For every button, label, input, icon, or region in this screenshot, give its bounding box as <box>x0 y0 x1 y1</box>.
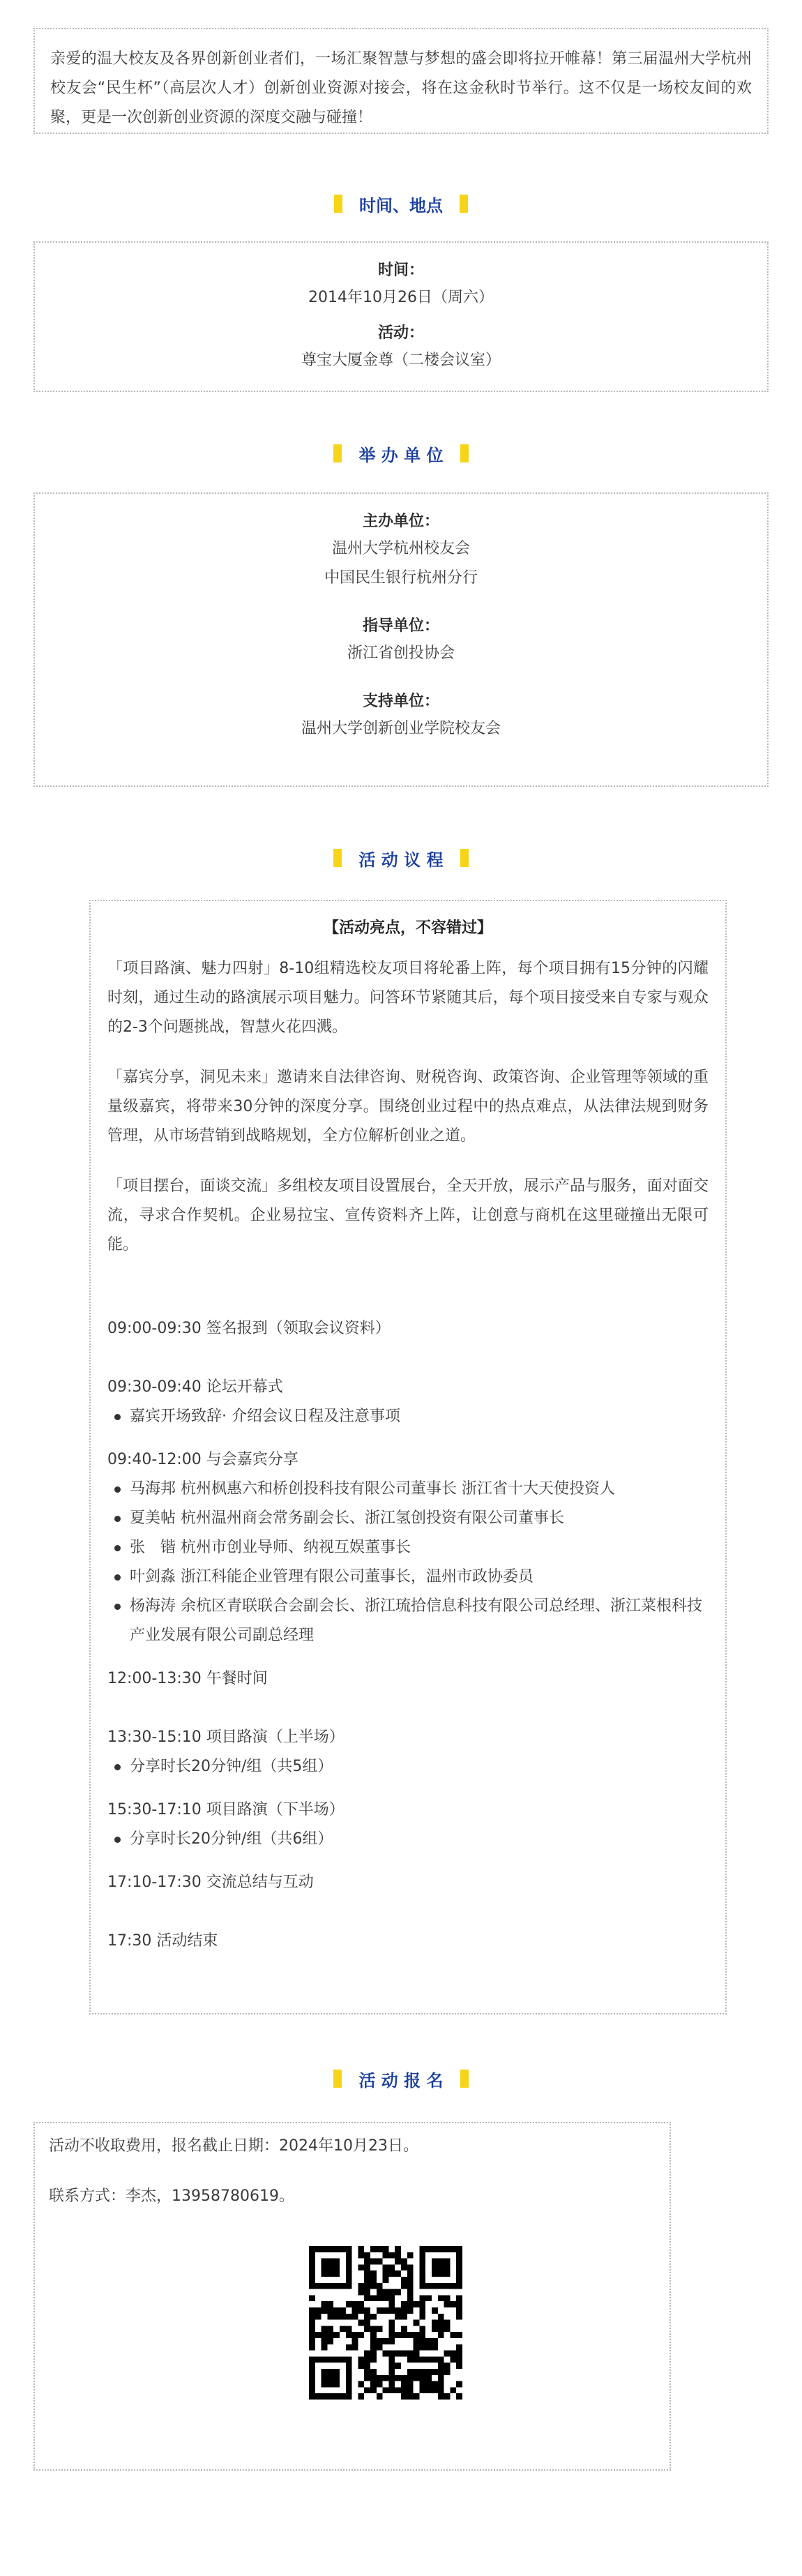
intro-box <box>33 28 769 134</box>
section-title-signup <box>0 2065 802 2093</box>
intro-text: 亲爱的温大校友及各界创新创业者们，一场汇聚智慧与梦想的盛会即将拉开帷幕！第三届温州大学杭州校友会“民生杯”（高层次人才）创新创业资源对接会，将在这金秋时节举行。这不仅是一场校友间的欢聚，更是一次创新创业资源的深度交融与碰撞！ <box>50 50 752 126</box>
signup-box <box>33 2122 671 2471</box>
section-title-text: 活 动 报 名 <box>358 2070 444 2091</box>
list-item: 马海邦 杭州枫惠六和桥创投科技有限公司董事长 浙江省十大天使投资人 <box>107 1475 709 1504</box>
host-label: 主办单位： <box>362 513 439 530</box>
fee-line: 活动不收取费用，报名截止日期：2024年10月23日。 <box>49 2137 418 2155</box>
schedule-bullets <box>107 1752 709 1782</box>
schedule-item: 15:30-17:10 项目路演（下半场） <box>107 1801 345 1818</box>
schedule-item: 13:30-15:10 项目路演（上半场） <box>107 1728 345 1746</box>
contact-line: 联系方式：李杰，13958780619。 <box>49 2187 294 2205</box>
title-bar-right <box>460 849 469 867</box>
highlight-paragraph: 「嘉宾分享，洞见未来」邀请来自法律咨询、财税咨询、政策咨询、企业管理等领域的重量级嘉宾，将带来30分钟的深度分享。围绕创业过程中的热点难点，从法律法规到财务管理，从市场营销到战略规划，全方位解析创业之道。 <box>107 1069 709 1145</box>
list-item: 叶剑淼 浙江科能企业管理有限公司董事长，温州市政协委员 <box>107 1562 709 1592</box>
host-name: 温州大学杭州校友会 <box>331 540 470 557</box>
guide-label: 指导单位： <box>362 617 439 635</box>
guide-name: 浙江省创投协会 <box>347 645 455 662</box>
schedule-bullets <box>107 1402 709 1431</box>
highlight-paragraph: 「项目摆台，面谈交流」多组校友项目设置展台，全天开放，展示产品与服务，面对面交流，寻求合作契机。企业易拉宝、宣传资料齐上阵，让创意与商机在这里碰撞出无限可能。 <box>107 1177 709 1253</box>
list-item: 张 锴 杭州市创业导师、纳视互娱董事长 <box>107 1533 709 1562</box>
section-title-time-place <box>0 190 802 218</box>
organizers-box <box>33 492 769 787</box>
title-bar-right <box>460 444 469 462</box>
qr-code-icon <box>309 2246 462 2400</box>
event-value: 尊宝大厦金尊（二楼会议室） <box>301 352 501 369</box>
highlight-title: 【活动亮点，不容错过】 <box>323 919 492 937</box>
schedule-bullets <box>107 1475 709 1650</box>
event-label: 活动： <box>377 324 424 342</box>
list-item: 分享时长20分钟/组（共5组） <box>107 1752 709 1782</box>
support-label: 支持单位： <box>362 693 439 710</box>
agenda-box <box>89 900 727 2014</box>
title-bar-left <box>333 2070 342 2088</box>
time-value: 2014年10月26日（周六） <box>308 289 494 306</box>
schedule-item: 17:30 活动结束 <box>107 1932 218 1950</box>
host-name: 中国民生银行杭州分行 <box>324 569 478 587</box>
list-item: 夏美帖 杭州温州商会常务副会长、浙江氢创投资有限公司董事长 <box>107 1504 709 1533</box>
time-place-box <box>33 241 769 392</box>
title-bar-left <box>333 849 342 867</box>
title-bar-left <box>333 444 342 462</box>
title-bar-right <box>460 195 468 213</box>
section-title-text: 时间、地点 <box>359 195 443 216</box>
schedule-item: 17:10-17:30 交流总结与互动 <box>107 1874 314 1891</box>
schedule-item: 09:30-09:40 论坛开幕式 <box>107 1378 283 1396</box>
list-item: 嘉宾开场致辞· 介绍会议日程及注意事项 <box>107 1402 709 1431</box>
list-item: 分享时长20分钟/组（共6组） <box>107 1825 709 1854</box>
section-title-organizers <box>0 439 802 467</box>
schedule-item: 09:40-12:00 与会嘉宾分享 <box>107 1451 298 1468</box>
title-bar-right <box>460 2070 469 2088</box>
schedule-item: 09:00-09:30 签名报到（领取会议资料） <box>107 1320 391 1337</box>
title-bar-left <box>334 195 342 213</box>
list-item: 杨海涛 余杭区青联联合会副会长、浙江琉拾信息科技有限公司总经理、浙江菜根科技产业发展有限公司副总经理 <box>107 1592 709 1650</box>
section-title-text: 活 动 议 程 <box>358 850 444 870</box>
schedule-bullets <box>107 1825 709 1854</box>
section-title-text: 举 办 单 位 <box>358 445 444 465</box>
support-name: 温州大学创新创业学院校友会 <box>301 720 501 737</box>
schedule-item: 12:00-13:30 午餐时间 <box>107 1670 268 1687</box>
time-label: 时间： <box>377 262 424 279</box>
section-title-agenda <box>0 844 802 872</box>
highlight-paragraph: 「项目路演、魅力四射」8-10组精选校友项目将轮番上阵，每个项目拥有15分钟的闪耀时刻，通过生动的路演展示项目魅力。问答环节紧随其后，每个项目接受来自专家与观众的2-3个问题挑战，智慧火花四溅。 <box>107 960 709 1036</box>
